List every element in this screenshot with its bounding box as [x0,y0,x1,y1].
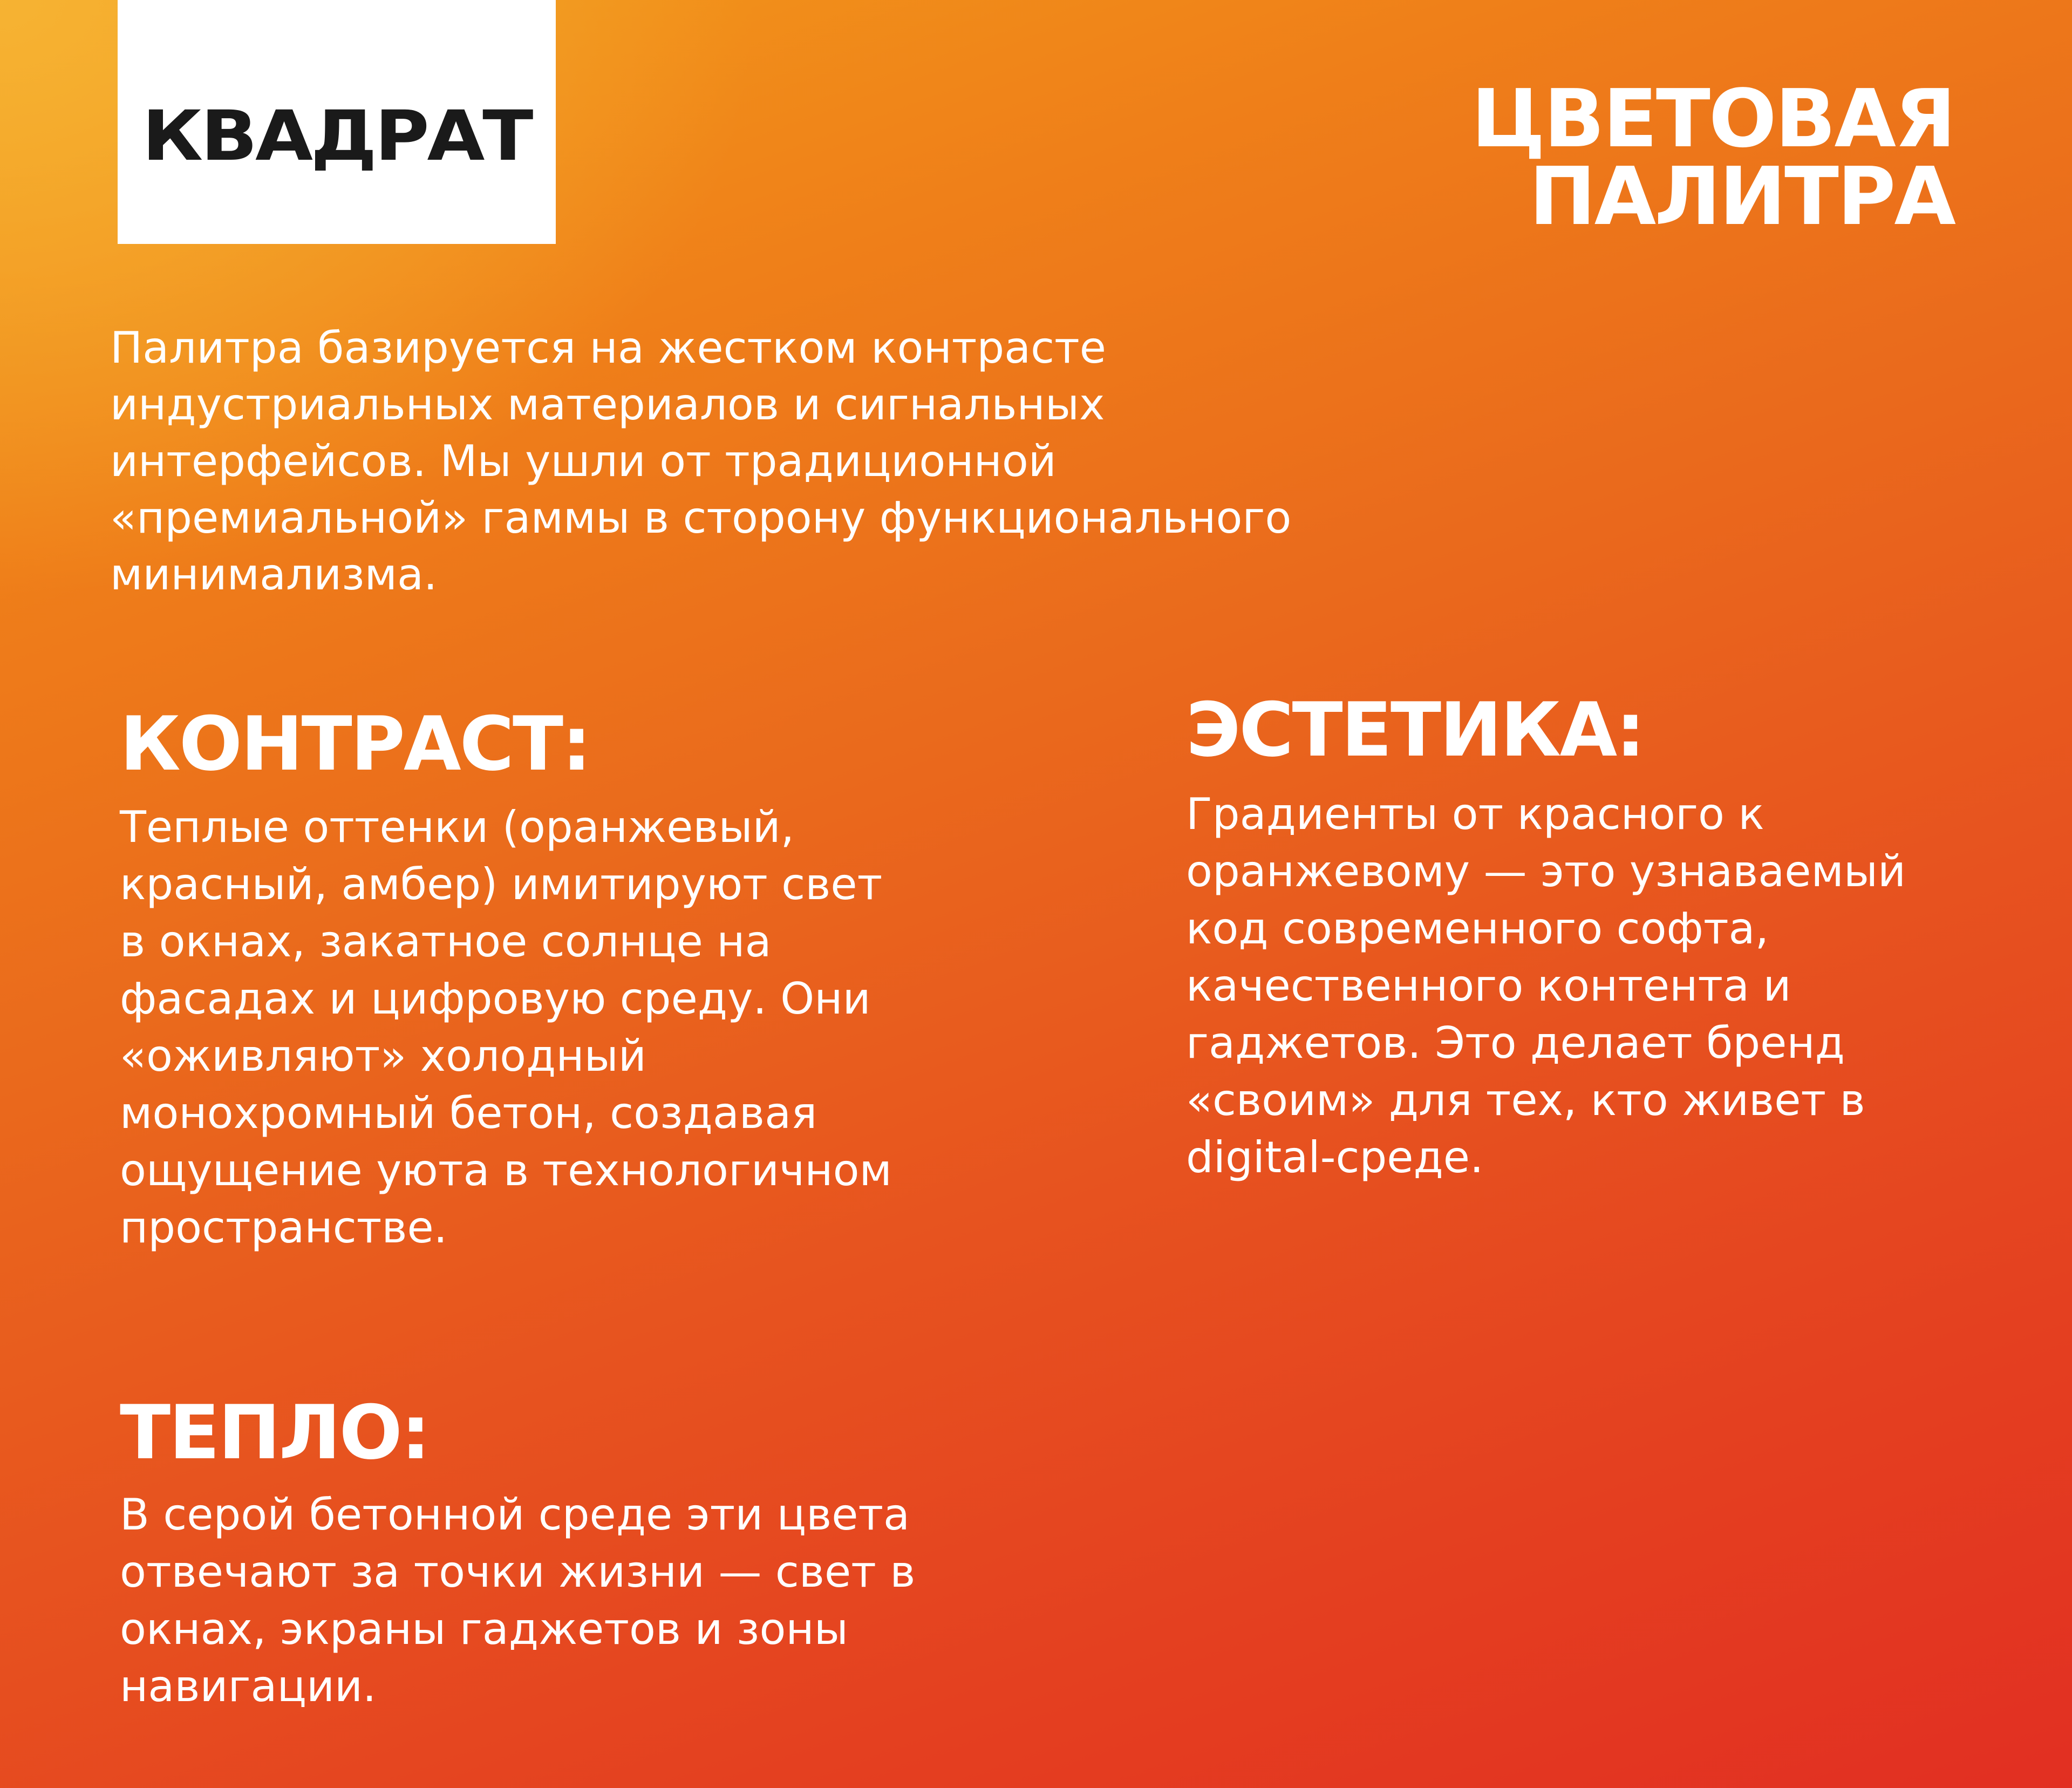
section-body-contrast: Теплые оттенки (оранжевый, красный, амбер) имитируют свет в окнах, закатное солнце на фасадах и цифровую среду. Они «оживляют» холодный монохромный бетон, создавая ощущение уюта в технологичном пространстве. [120,802,892,1253]
brand-logo [118,0,556,244]
section-heading-warmth: ТЕПЛО: [120,1389,430,1476]
section-heading-contrast: КОНТРАСТ: [120,701,590,787]
page-title [1471,72,1954,243]
intro-paragraph: Палитра базируется на жестком контрасте индустриальных материалов и сигнальных интерфейсов. Мы ушли от традиционной «премиальной» гаммы в сторону функционального минимализма. [110,323,1292,600]
page-title-line-2: ПАЛИТРА [1529,150,1954,243]
section-body-warmth: В серой бетонной среде эти цвета отвечают за точки жизни — свет в окнах, экраны гаджетов и зоны навигации. [120,1490,916,1711]
section-body-aesthetics: Градиенты от красного к оранжевому — это узнаваемый код современного софта, качественного контента и гаджетов. Это делает бренд «своим» для тех, кто живет в digital-среде. [1186,789,1906,1182]
page-title-line-1: ЦВЕТОВАЯ [1471,72,1954,165]
section-heading-aesthetics: ЭСТЕТИКА: [1186,686,1644,773]
brand-logo-text: КВАДРАТ [142,96,531,176]
